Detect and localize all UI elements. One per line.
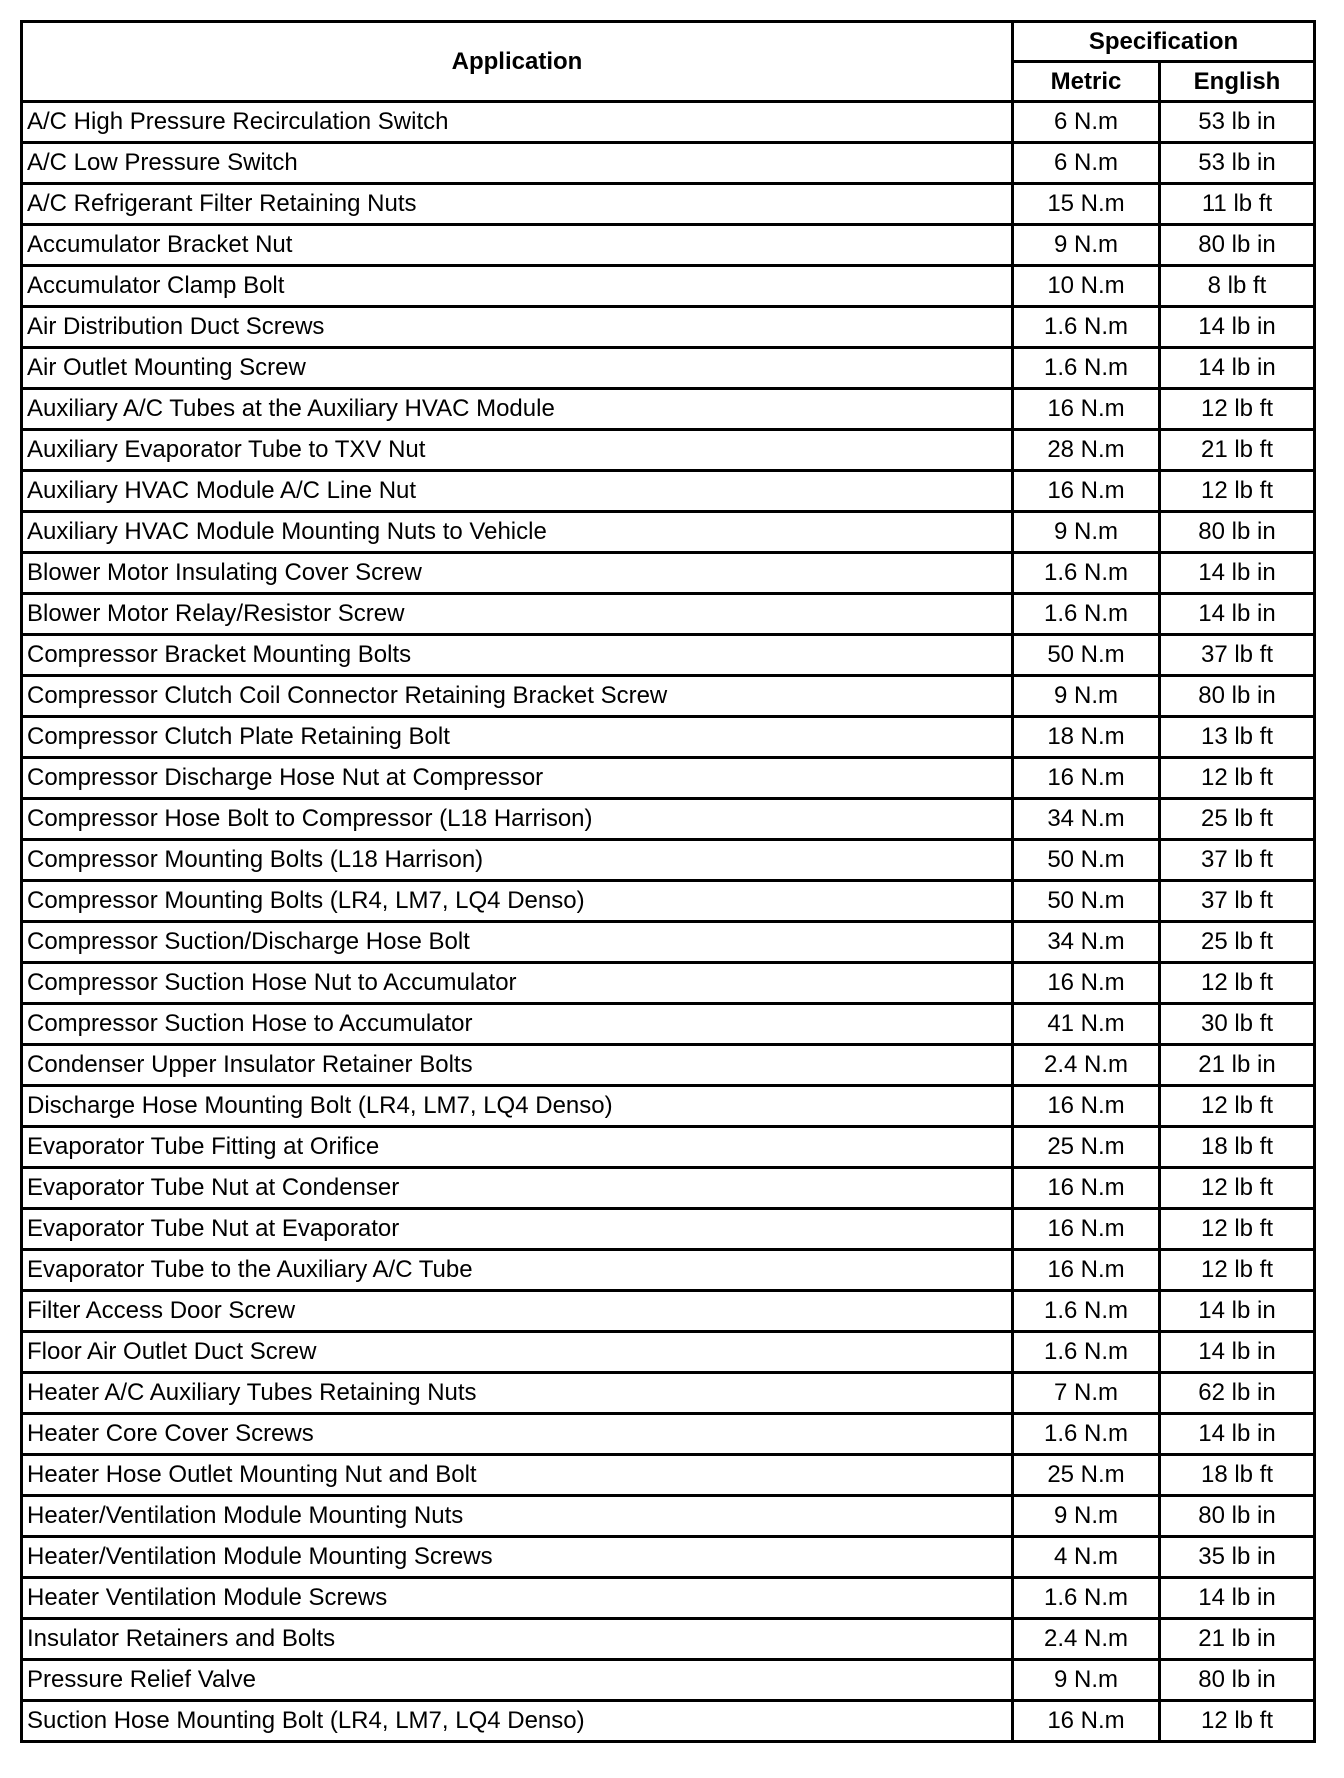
application-cell: Compressor Clutch Coil Connector Retaining Bracket Screw [22, 676, 1013, 717]
application-cell: Heater Core Cover Screws [22, 1414, 1013, 1455]
table-row [22, 348, 1315, 389]
metric-cell: 1.6 N.m [1013, 553, 1160, 594]
metric-cell: 16 N.m [1013, 1086, 1160, 1127]
metric-cell: 16 N.m [1013, 1701, 1160, 1742]
application-cell: Pressure Relief Valve [22, 1660, 1013, 1701]
metric-cell: 34 N.m [1013, 922, 1160, 963]
metric-cell: 1.6 N.m [1013, 307, 1160, 348]
english-cell: 13 lb ft [1160, 717, 1315, 758]
application-cell: Compressor Mounting Bolts (L18 Harrison) [22, 840, 1013, 881]
table-row [22, 389, 1315, 430]
table-row [22, 512, 1315, 553]
table-row [22, 1291, 1315, 1332]
english-cell: 53 lb in [1160, 143, 1315, 184]
application-cell: Heater Ventilation Module Screws [22, 1578, 1013, 1619]
metric-cell: 9 N.m [1013, 225, 1160, 266]
metric-cell: 50 N.m [1013, 881, 1160, 922]
table-row [22, 922, 1315, 963]
english-cell: 37 lb ft [1160, 881, 1315, 922]
english-cell: 18 lb ft [1160, 1127, 1315, 1168]
table-row [22, 676, 1315, 717]
metric-cell: 25 N.m [1013, 1127, 1160, 1168]
application-cell: A/C High Pressure Recirculation Switch [22, 102, 1013, 143]
application-cell: Floor Air Outlet Duct Screw [22, 1332, 1013, 1373]
table-row [22, 1496, 1315, 1537]
table-row [22, 1168, 1315, 1209]
metric-cell: 9 N.m [1013, 1496, 1160, 1537]
metric-cell: 9 N.m [1013, 676, 1160, 717]
metric-cell: 9 N.m [1013, 512, 1160, 553]
application-cell: Compressor Suction Hose Nut to Accumulator [22, 963, 1013, 1004]
english-cell: 80 lb in [1160, 1496, 1315, 1537]
english-cell: 21 lb in [1160, 1045, 1315, 1086]
application-cell: Compressor Suction Hose to Accumulator [22, 1004, 1013, 1045]
application-cell: Heater/Ventilation Module Mounting Nuts [22, 1496, 1013, 1537]
table-row [22, 1373, 1315, 1414]
table-row [22, 799, 1315, 840]
application-cell: Compressor Mounting Bolts (LR4, LM7, LQ4 Denso) [22, 881, 1013, 922]
table-row [22, 1086, 1315, 1127]
table-row [22, 840, 1315, 881]
table-row [22, 143, 1315, 184]
table-row [22, 1578, 1315, 1619]
application-cell: Auxiliary HVAC Module Mounting Nuts to Vehicle [22, 512, 1013, 553]
torque-spec-table [20, 20, 1316, 1743]
table-row [22, 1045, 1315, 1086]
metric-cell: 1.6 N.m [1013, 1332, 1160, 1373]
metric-cell: 6 N.m [1013, 143, 1160, 184]
application-cell: Suction Hose Mounting Bolt (LR4, LM7, LQ4 Denso) [22, 1701, 1013, 1742]
metric-cell: 41 N.m [1013, 1004, 1160, 1045]
english-cell: 12 lb ft [1160, 1209, 1315, 1250]
table-row [22, 430, 1315, 471]
table-row [22, 594, 1315, 635]
metric-cell: 1.6 N.m [1013, 348, 1160, 389]
table-row [22, 881, 1315, 922]
table-row [22, 717, 1315, 758]
metric-cell: 2.4 N.m [1013, 1045, 1160, 1086]
application-cell: Auxiliary HVAC Module A/C Line Nut [22, 471, 1013, 512]
metric-cell: 16 N.m [1013, 1168, 1160, 1209]
table-row [22, 1250, 1315, 1291]
metric-cell: 16 N.m [1013, 758, 1160, 799]
application-cell: Evaporator Tube Nut at Condenser [22, 1168, 1013, 1209]
metric-cell: 16 N.m [1013, 963, 1160, 1004]
english-cell: 25 lb ft [1160, 922, 1315, 963]
table-row [22, 1127, 1315, 1168]
english-cell: 18 lb ft [1160, 1455, 1315, 1496]
metric-cell: 1.6 N.m [1013, 594, 1160, 635]
table-row [22, 102, 1315, 143]
table-row [22, 1701, 1315, 1742]
application-cell: Compressor Clutch Plate Retaining Bolt [22, 717, 1013, 758]
metric-cell: 18 N.m [1013, 717, 1160, 758]
metric-cell: 2.4 N.m [1013, 1619, 1160, 1660]
metric-cell: 50 N.m [1013, 635, 1160, 676]
english-cell: 80 lb in [1160, 512, 1315, 553]
application-cell: Discharge Hose Mounting Bolt (LR4, LM7, LQ4 Denso) [22, 1086, 1013, 1127]
application-cell: Insulator Retainers and Bolts [22, 1619, 1013, 1660]
application-column-header: Application [22, 22, 1013, 102]
english-cell: 11 lb ft [1160, 184, 1315, 225]
application-cell: A/C Low Pressure Switch [22, 143, 1013, 184]
metric-cell: 16 N.m [1013, 1209, 1160, 1250]
english-cell: 62 lb in [1160, 1373, 1315, 1414]
table-row [22, 184, 1315, 225]
table-row [22, 1004, 1315, 1045]
table-row [22, 1209, 1315, 1250]
application-cell: Accumulator Bracket Nut [22, 225, 1013, 266]
english-cell: 12 lb ft [1160, 758, 1315, 799]
english-cell: 12 lb ft [1160, 963, 1315, 1004]
english-cell: 80 lb in [1160, 1660, 1315, 1701]
english-cell: 12 lb ft [1160, 471, 1315, 512]
metric-cell: 16 N.m [1013, 1250, 1160, 1291]
english-cell: 53 lb in [1160, 102, 1315, 143]
application-cell: Heater Hose Outlet Mounting Nut and Bolt [22, 1455, 1013, 1496]
table-row [22, 635, 1315, 676]
metric-cell: 9 N.m [1013, 1660, 1160, 1701]
header-row-top [22, 22, 1315, 62]
table-row [22, 1660, 1315, 1701]
application-cell: Compressor Suction/Discharge Hose Bolt [22, 922, 1013, 963]
english-cell: 80 lb in [1160, 676, 1315, 717]
application-cell: Evaporator Tube Fitting at Orifice [22, 1127, 1013, 1168]
metric-cell: 16 N.m [1013, 471, 1160, 512]
english-column-header: English [1160, 62, 1315, 102]
metric-cell: 15 N.m [1013, 184, 1160, 225]
metric-cell: 28 N.m [1013, 430, 1160, 471]
application-cell: Blower Motor Relay/Resistor Screw [22, 594, 1013, 635]
english-cell: 14 lb in [1160, 1578, 1315, 1619]
table-row [22, 1414, 1315, 1455]
metric-column-header: Metric [1013, 62, 1160, 102]
table-row [22, 1537, 1315, 1578]
english-cell: 12 lb ft [1160, 1168, 1315, 1209]
table-body [22, 102, 1315, 1742]
english-cell: 14 lb in [1160, 348, 1315, 389]
application-cell: Evaporator Tube Nut at Evaporator [22, 1209, 1013, 1250]
english-cell: 14 lb in [1160, 1332, 1315, 1373]
application-cell: Filter Access Door Screw [22, 1291, 1013, 1332]
english-cell: 14 lb in [1160, 307, 1315, 348]
english-cell: 12 lb ft [1160, 389, 1315, 430]
english-cell: 14 lb in [1160, 553, 1315, 594]
english-cell: 37 lb ft [1160, 635, 1315, 676]
english-cell: 12 lb ft [1160, 1086, 1315, 1127]
english-cell: 12 lb ft [1160, 1701, 1315, 1742]
application-cell: Condenser Upper Insulator Retainer Bolts [22, 1045, 1013, 1086]
application-cell: Auxiliary A/C Tubes at the Auxiliary HVAC Module [22, 389, 1013, 430]
english-cell: 14 lb in [1160, 1291, 1315, 1332]
english-cell: 30 lb ft [1160, 1004, 1315, 1045]
application-cell: Compressor Hose Bolt to Compressor (L18 Harrison) [22, 799, 1013, 840]
table-row [22, 225, 1315, 266]
metric-cell: 25 N.m [1013, 1455, 1160, 1496]
english-cell: 21 lb ft [1160, 430, 1315, 471]
table-row [22, 307, 1315, 348]
application-cell: Accumulator Clamp Bolt [22, 266, 1013, 307]
metric-cell: 1.6 N.m [1013, 1578, 1160, 1619]
table-row [22, 1332, 1315, 1373]
metric-cell: 10 N.m [1013, 266, 1160, 307]
application-cell: Evaporator Tube to the Auxiliary A/C Tube [22, 1250, 1013, 1291]
english-cell: 21 lb in [1160, 1619, 1315, 1660]
application-cell: Compressor Discharge Hose Nut at Compressor [22, 758, 1013, 799]
english-cell: 14 lb in [1160, 594, 1315, 635]
table-row [22, 553, 1315, 594]
table-row [22, 1619, 1315, 1660]
metric-cell: 34 N.m [1013, 799, 1160, 840]
application-cell: Air Outlet Mounting Screw [22, 348, 1013, 389]
english-cell: 14 lb in [1160, 1414, 1315, 1455]
table-row [22, 471, 1315, 512]
application-cell: Heater/Ventilation Module Mounting Screws [22, 1537, 1013, 1578]
application-cell: Heater A/C Auxiliary Tubes Retaining Nuts [22, 1373, 1013, 1414]
application-cell: A/C Refrigerant Filter Retaining Nuts [22, 184, 1013, 225]
application-cell: Auxiliary Evaporator Tube to TXV Nut [22, 430, 1013, 471]
metric-cell: 1.6 N.m [1013, 1414, 1160, 1455]
application-cell: Compressor Bracket Mounting Bolts [22, 635, 1013, 676]
english-cell: 8 lb ft [1160, 266, 1315, 307]
metric-cell: 1.6 N.m [1013, 1291, 1160, 1332]
application-cell: Blower Motor Insulating Cover Screw [22, 553, 1013, 594]
metric-cell: 7 N.m [1013, 1373, 1160, 1414]
table-row [22, 963, 1315, 1004]
table-header [22, 22, 1315, 102]
metric-cell: 4 N.m [1013, 1537, 1160, 1578]
metric-cell: 50 N.m [1013, 840, 1160, 881]
metric-cell: 16 N.m [1013, 389, 1160, 430]
table-row [22, 1455, 1315, 1496]
english-cell: 12 lb ft [1160, 1250, 1315, 1291]
table-row [22, 758, 1315, 799]
english-cell: 25 lb ft [1160, 799, 1315, 840]
english-cell: 35 lb in [1160, 1537, 1315, 1578]
application-cell: Air Distribution Duct Screws [22, 307, 1013, 348]
english-cell: 80 lb in [1160, 225, 1315, 266]
english-cell: 37 lb ft [1160, 840, 1315, 881]
table-row [22, 266, 1315, 307]
specification-column-header: Specification [1013, 22, 1315, 62]
metric-cell: 6 N.m [1013, 102, 1160, 143]
